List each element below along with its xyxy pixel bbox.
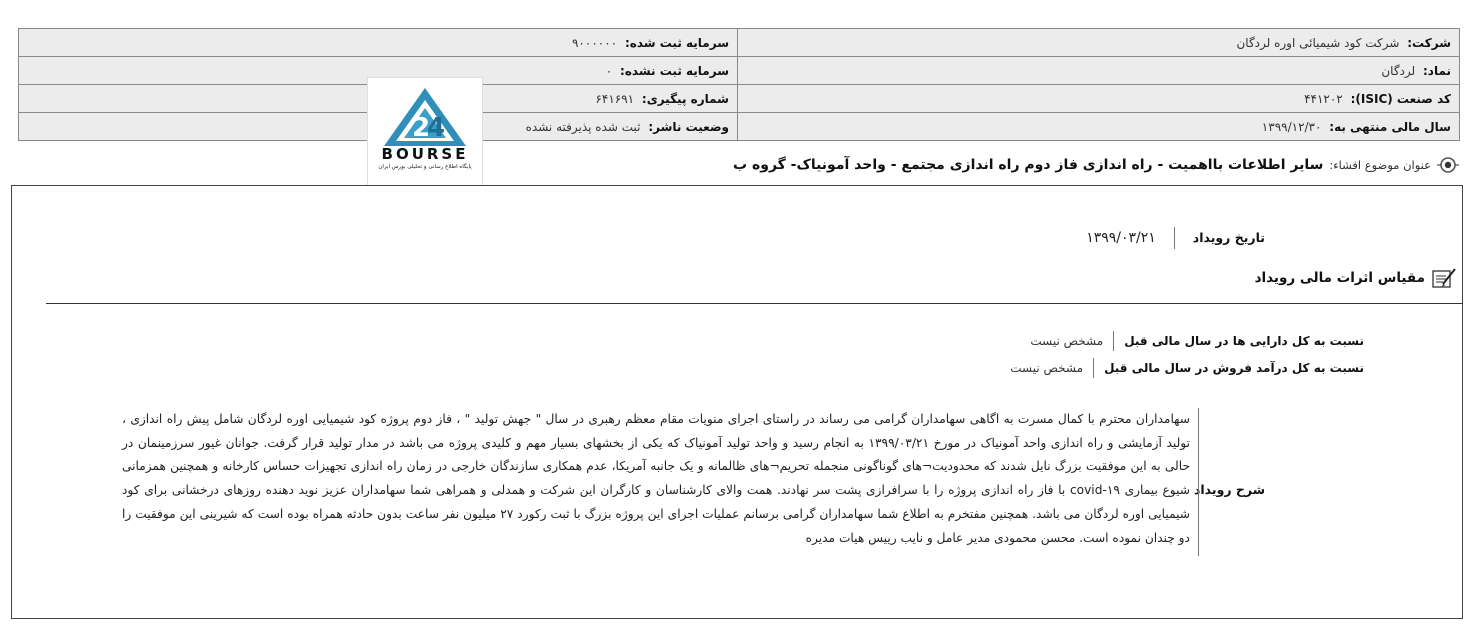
description-text: سهامداران محترم با کمال مسرت به اگاهی سهامداران گرامی می رساند در راستای اجرای منویات مقام معظم رهبری در سال " جهش تولید " ، فاز دوم پروژه کود شیمیایی اوره لردگان شامل پیش راه اندازی ، تولید آزمایشی و راه اندازی واحد آمونیاک در مورخ ۱۳۹۹/۰۳/۲۱ به انجام رسید و واحد تولید آمونیاک که یکی از بخشهای بسیار مهم و کلیدی پروژه می باشد در مدار تولید قرار گرفت. جوانان غیور سرزمینمان در حالی به این موفقیت بزرگ نایل شدند که محدودیت¬های گوناگونی منجمله تحریم¬های ظالمانه و یک جانبه آمریکا، عدم همکاری سازندگان خارجی در زمان راه اندازی تجهیزات حساس کارخانه و همچنین همزمانی شیوع بیماری covid-۱۹ با فاز راه اندازی پروژه را با سرافرازی پشت سر نهادند. همت والای کارشناسان و کارگران این شرکت و همدلی و همراهی شما سهامداران عزیز نوید دهنده روزهای درخشانی برای کود شیمیایی اوره لردگان می باشد. همچنین مفتخرم به اطلاع شما سهامداران گرامی برسانم عملیات اجرای این پروژه بزرگ با ثبت رکورد ۲۷ میلیون نفر ساعت بدون حادثه همراه بوده است که شیرینی این موفقیت را دو چندان نموده است. محسن محمودی مدیر عامل و نایب رییس هیات مدیره (122, 412, 1191, 545)
publisher-status-label: وضعیت ناشر: (648, 119, 729, 134)
logo-tagline: پایگاه اطلاع رسانی و تحلیلی بورس ایران (378, 164, 472, 170)
ratio-revenue-label: نسبت به کل درآمد فروش در سال مالی قبل (1093, 358, 1364, 378)
isic-label: کد صنعت (ISIC): (1350, 91, 1451, 106)
target-icon (1437, 154, 1459, 176)
event-date-value: ۱۳۹۹/۰۳/۲۱ (1086, 230, 1156, 246)
notepad-pen-icon (1431, 266, 1457, 290)
registered-capital-cell (19, 29, 738, 57)
ratio-revenue-row (1010, 358, 1364, 378)
bourse24-logo (367, 77, 483, 187)
publisher-status-value: ثبت شده پذیرفته نشده (525, 119, 641, 134)
company-label: شرکت: (1407, 35, 1451, 50)
symbol-label: نماد: (1422, 63, 1451, 78)
company-info-table (18, 28, 1460, 141)
event-date-label: تاریخ رویداد (1174, 227, 1265, 249)
section-title: مقیاس اثرات مالی رویداد (1254, 270, 1425, 286)
svg-text:4: 4 (427, 113, 446, 143)
registered-capital-value: ۹۰۰۰۰۰۰ (571, 35, 618, 50)
symbol-value: لردگان (1381, 63, 1416, 78)
isic-value: ۴۴۱۲۰۲ (1304, 91, 1343, 106)
ratio-assets-value: مشخص نیست (1030, 334, 1104, 348)
ratio-assets-label: نسبت به کل دارایی ها در سال مالی قبل (1113, 331, 1364, 351)
section-divider (46, 303, 1462, 304)
subject-label: عنوان موضوع افشاء: (1329, 158, 1431, 172)
company-cell (738, 29, 1460, 57)
fiscal-value: ۱۳۹۹/۱۲/۳۰ (1261, 119, 1322, 134)
symbol-cell (738, 57, 1460, 85)
registered-capital-label: سرمایه ثبت شده: (624, 35, 729, 50)
info-row (19, 113, 1460, 141)
logo-mark-icon (382, 86, 468, 148)
ratio-assets-row (1030, 331, 1364, 351)
financial-impact-heading (1255, 266, 1457, 290)
fiscal-label: سال مالی منتهی به: (1329, 119, 1451, 134)
svg-text:2: 2 (412, 113, 431, 143)
info-row (19, 57, 1460, 85)
company-value: شرکت کود شیمیائی اوره لردگان (1236, 35, 1400, 50)
description-label: شرح رویداد (1193, 482, 1265, 497)
tracking-label: شماره پیگیری: (641, 91, 729, 106)
ratio-revenue-value: مشخص نیست (1010, 361, 1084, 375)
fiscal-cell (738, 113, 1460, 141)
subject-title: سایر اطلاعات بااهمیت - راه اندازی فاز دوم راه اندازی مجتمع - واحد آمونیاک- گروه ب (733, 157, 1324, 173)
info-row (19, 29, 1460, 57)
isic-cell (738, 85, 1460, 113)
info-row (19, 85, 1460, 113)
event-date-row (1086, 227, 1265, 249)
logo-word: BOURSE (381, 145, 469, 163)
disclosure-subject (733, 152, 1459, 178)
description-divider (1198, 408, 1199, 556)
unregistered-capital-label: سرمایه ثبت نشده: (620, 63, 729, 78)
unregistered-capital-value: ۰ (605, 63, 613, 78)
tracking-value: ۶۴۱۶۹۱ (595, 91, 635, 106)
event-panel (11, 185, 1463, 619)
